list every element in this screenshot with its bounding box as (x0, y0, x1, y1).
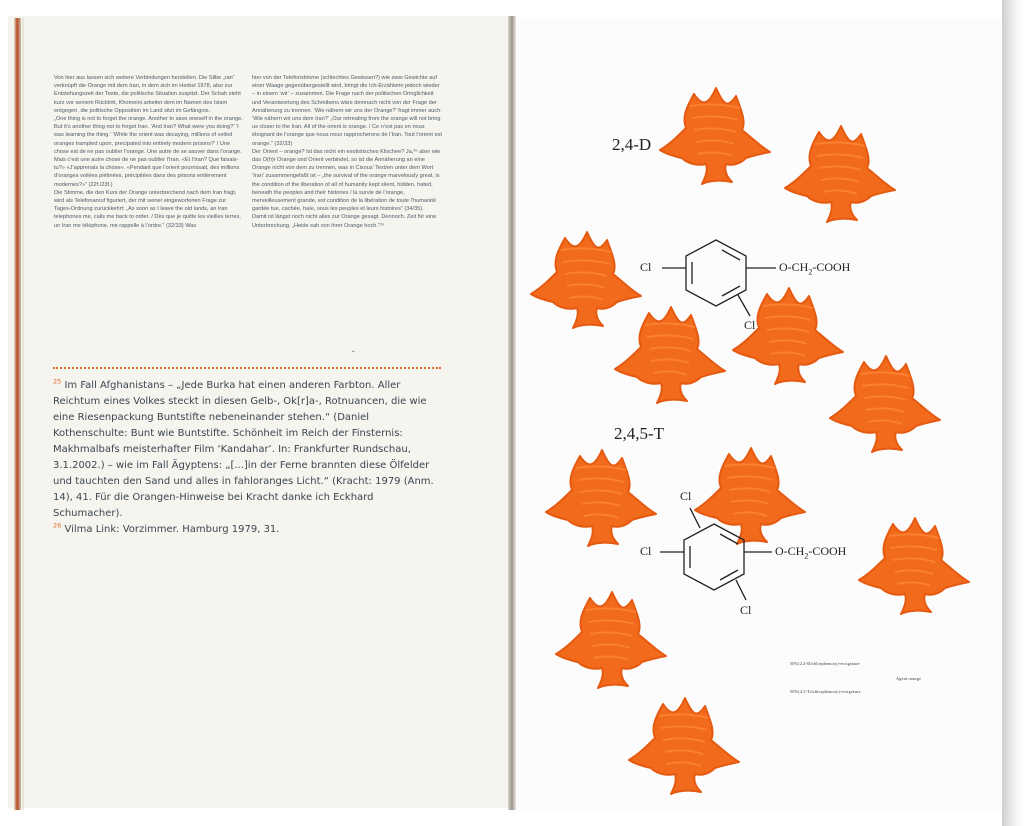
legend-agent-orange: Agent orange (896, 676, 922, 681)
compound-title-2-4-5-t: 2,4,5-T (614, 424, 665, 443)
side-chain-label: $O-CH_2$-COOH (779, 260, 851, 277)
footnote-text: Vilma Link: Vorzimmer. Hamburg 1979, 31. (64, 524, 280, 535)
footnote-number: 26 (53, 521, 62, 530)
paragraph: Von hier aus lassen sich weitere Verbindungen herstellen. Die Silbe „ran“ verknüpft die Orange mit dem Iran, in dem sich im Herbst 1978, also zur Entstehungszeit der Texte, die politische Situation zuspitzt. Der Schah steht kurz vor seinem Rücktritt, Khomeini arbeitet dem im Namen des Islam entgegen, die politische Opposition im Land sitzt im Gefängnis. (54, 75, 241, 114)
footnote-text: Im Fall Afghanistans – „Jede Burka hat einen anderen Farbton. Aller Reichtum eines Volkes steckt in diesen Gelb-, Ok[r]a-, Rotnuancen, die wie eine Riesenpackung Buntstifte nebeneinander stehen.“ (Daniel Kothenschulte: Bunt wie Buntstifte. Schönheit im Reich der Finsternis: Makhmalbafs meisterhafter Film ‘Kandahar’. In: Frankfurter Rundschau, 3.1.2002.) – wie im Fall Ägyptens: „[...]in der Ferne brannten diese Ölfelder und tauchten den Sand und alles in fahloranges Licht.“ (Kracht: 1979 (Anm. 14), 41. Für die Orangen-Hinweise bei Kracht danke ich Eckhard Schumacher). (53, 380, 434, 519)
chlorine-label: Cl (640, 260, 652, 274)
chlorine-label: Cl (740, 603, 752, 617)
paragraph: „One thing is not to forget the orange. Another to save oneself in the orange. But it’s another thing not to forget Iran. ‘And Iran? What were you doing?’ ‘I was learning the thing.’ ‘While the orient was decaying, millions of veiled oranges trampled upon, precipated into entirely modern prisons?’ / Une chose est de ne pas oublier l’orange. Une autre de se sauver dans l’orange. Mais c’est une autre chose de ne pas oublier l’Iran. «Et l’Iran? Que faisais-tu?» «J’apprenais la chose». «Pendant que l’orient pourrissait, des millions d’oranges voilées piétinées, précipitées dans des prisons entièrement modernes?»“ (22f./23f.) (54, 116, 243, 188)
stray-mark: ˇ (352, 350, 355, 359)
benzene-ring-2-4-D (662, 240, 776, 316)
chlorine-label: Cl (744, 318, 756, 332)
paragraph: Der Orient – orange? Ist das nicht ein exotistisches Klischee? Ja,²⁵ aber wie das O(h)r Orange und Orient verbindet, so ist die Annäherung an eine Orange nicht von dem zu trennen, was in Cixous’ Text/en unter dem Wort ‘Iran’ zusammengefaßt ist – „the survival of the orange marvelously great, is the condition of the liberation of all of humanity kept silent, hidden, hated, beneath the peoples and their histories / la survie de l’orange, merveilleusement grande, est condition de la libération de toute l’humanité gardée tue, cachée, haïe, sous les peuples et leurs histoires“ (34/35). (252, 148, 441, 213)
paragraph: Damit ist längst noch nicht alles zur Orange gesagt. Dennoch. Zeit für eine Unterbrechung. „Heide sah von ihrer Orange hoch.“²⁶ (252, 214, 437, 229)
legend-line: 50%(2,4-Dichlorphenoxy)-essigsäure (790, 661, 860, 666)
chlorine-label: Cl (680, 489, 692, 503)
bond-cl-bottom (738, 295, 750, 316)
benzene-ring-2-4-5-T (660, 508, 772, 600)
chlorine-label: Cl (640, 544, 652, 558)
compound-title-2-4-d: 2,4-D (612, 135, 652, 154)
paragraph: hier von der Telefonstimme (schlechtes Gewissen?) wie zwei Gewichte auf einer Waage gegenübergestellt wird, bringt die Ich-Erzählerin jedoch wieder – in einem ‘wir’ – zusammen. Die Frage nach der politischen Dringlichkeit und Verantwortung des Schreibens wäre demnach nicht von der Frage der Annäherung zu trennen. ‘Wie nähern wir uns der Orange?’ fragt immer auch: ‘Wie nähern wir uns dem Iran?’ „Our retreating from the orange will not bring us closer to the Iran. All of the orient is orange. / Ce n’est pas en nous éloignant de l’orange que nous nous rapprocherons de l’Iran. Tout l’orient est orange.“ (32/33) (252, 75, 442, 147)
footnote-number: 25 (53, 377, 62, 386)
bond-cl-bottom (736, 580, 746, 600)
paragraph: Die Stimme, die den Kurs der Orange unterbrechend nach dem Iran fragt, wird als Telefonanruf figuriert, der mit seiner eingeworfenen Frage zur Tages-Ordnung zurückkehrt: „As soon as I leave the old lands, an Iran telephones me, calls me back to order. / Dès que je quitte les vieilles terres, un Iran me téléphone, me rappelle à l’ordre.“ (32/33) Was (54, 189, 241, 229)
legend-line: 50%(4,5-Trichlorphenoxy)-essigsäure (790, 689, 861, 694)
side-chain-label: $O-CH_2$-COOH (775, 544, 847, 561)
bond-cl-top (690, 508, 700, 528)
